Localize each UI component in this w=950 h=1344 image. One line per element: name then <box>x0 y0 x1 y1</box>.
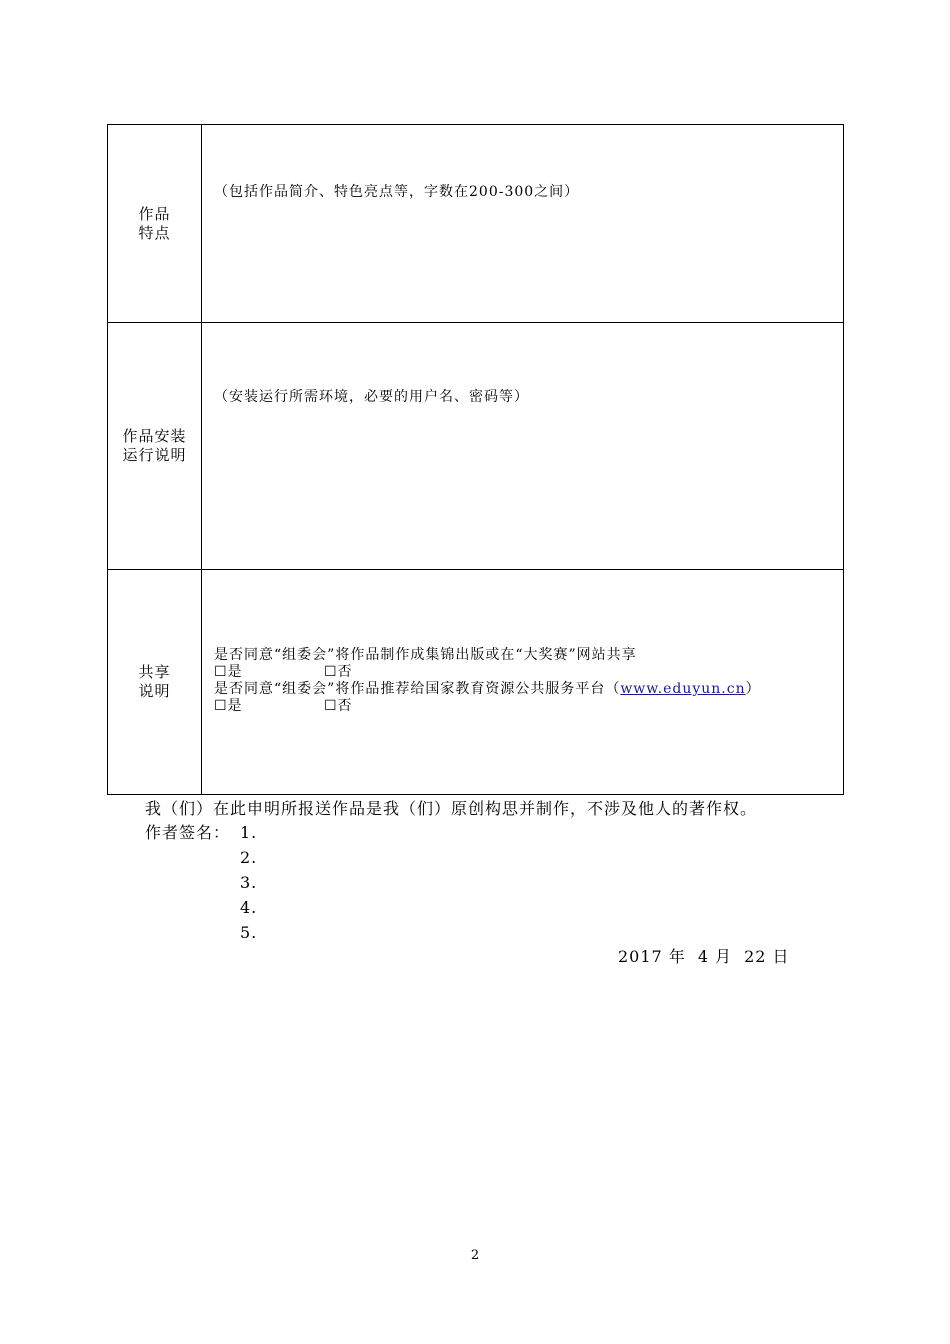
originality-declaration: 我（们）在此申明所报送作品是我（们）原创构思并制作，不涉及他人的著作权。 <box>145 799 758 818</box>
share-label: 共享 说明 <box>108 570 202 795</box>
author-signatures <box>145 820 257 945</box>
page-number: 2 <box>470 1248 480 1263</box>
share-options-2 <box>214 698 761 715</box>
signature-line-4: 4. <box>240 898 258 917</box>
application-form-table <box>107 124 844 795</box>
share-options-1 <box>214 664 761 681</box>
features-label: 作品 特点 <box>108 125 202 323</box>
signature-line-5: 5. <box>240 923 258 942</box>
install-content-field[interactable] <box>202 323 844 570</box>
share-content <box>202 570 844 795</box>
share-1-no-checkbox[interactable]: ☐否 <box>324 664 353 680</box>
share-options <box>214 647 761 715</box>
share-2-no-checkbox[interactable]: ☐否 <box>324 698 353 714</box>
share-1-yes-checkbox[interactable]: ☐是 <box>214 664 243 680</box>
signature-line-3: 3. <box>240 873 258 892</box>
signing-date: 2017 年 4 月 22 日 <box>618 947 790 966</box>
eduyun-link[interactable]: www.eduyun.cn <box>620 681 746 697</box>
share-2-yes-checkbox[interactable]: ☐是 <box>214 698 243 714</box>
signature-label: 作者签名： <box>145 823 231 842</box>
install-row <box>108 323 844 570</box>
features-content-field[interactable] <box>202 125 844 323</box>
install-label: 作品安装 运行说明 <box>108 323 202 570</box>
features-row <box>108 125 844 323</box>
share-question-2: 是否同意“组委会”将作品推荐给国家教育资源公共服务平台（www.eduyun.cn） <box>214 681 761 697</box>
features-hint: （包括作品简介、特色亮点等，字数在200-300之间） <box>214 184 580 200</box>
signature-line-2: 2. <box>240 848 258 867</box>
share-question-1: 是否同意“组委会”将作品制作成集锦出版或在“大奖赛”网站共享 <box>214 647 637 663</box>
signature-line-1: 作者签名： 1. <box>145 820 257 845</box>
share-row <box>108 570 844 795</box>
install-hint: （安装运行所需环境，必要的用户名、密码等） <box>214 389 529 405</box>
